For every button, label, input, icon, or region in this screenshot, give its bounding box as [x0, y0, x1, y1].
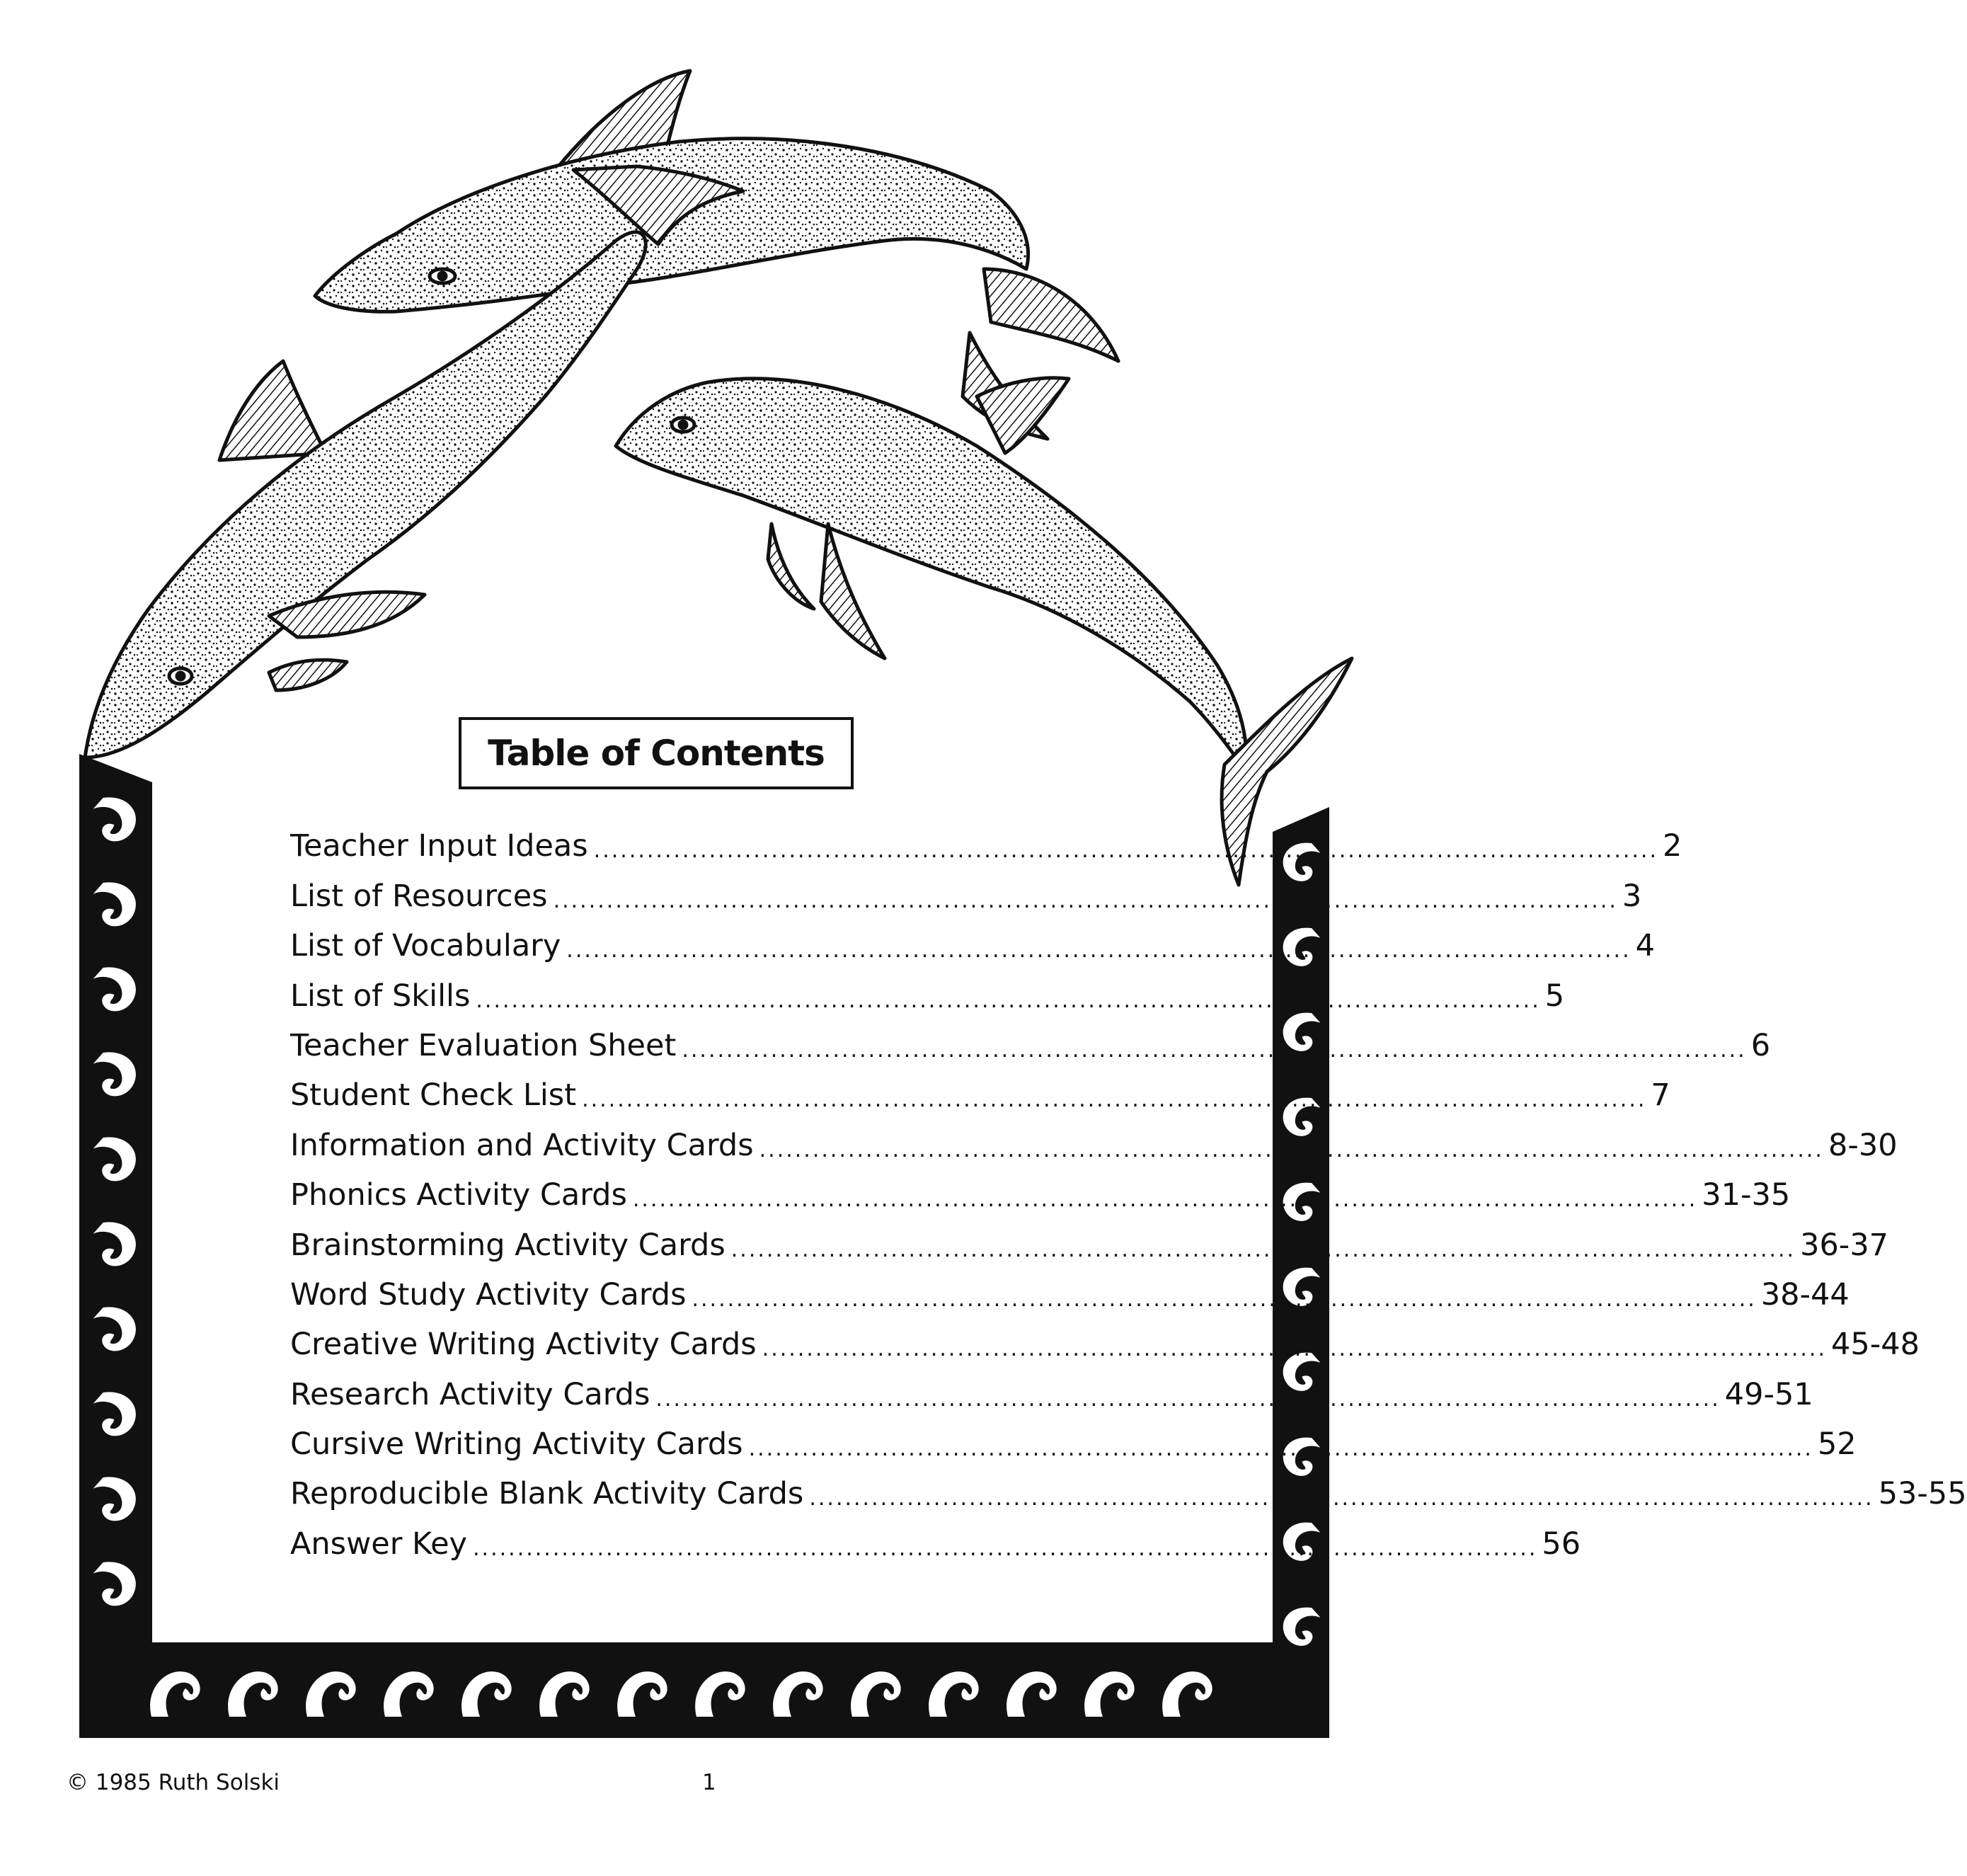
toc-list [290, 821, 1967, 1569]
toc-leader-dots: ........................................................................................................................ [476, 988, 1541, 1013]
toc-leader-dots: ........................................................................................................................ [632, 1187, 1698, 1213]
toc-entry-page: 52 [1817, 1426, 1857, 1463]
toc-entry[interactable] [290, 1120, 1898, 1169]
toc-leader-dots: ........................................................................................................................ [655, 1386, 1721, 1412]
toc-leader-dots: ........................................................................................................................ [682, 1037, 1747, 1063]
toc-entry[interactable] [290, 1320, 1920, 1369]
dolphin-right [616, 378, 1352, 885]
toc-entry-page: 38-44 [1760, 1276, 1850, 1312]
toc-leader-dots: ........................................................................................................................ [759, 1137, 1824, 1162]
page-number: 1 [702, 1770, 716, 1795]
toc-entry-label: Answer Key [290, 1526, 468, 1562]
toc-entry[interactable] [290, 821, 1682, 871]
toc-leader-dots: ........................................................................................................................ [692, 1286, 1757, 1312]
toc-entry-label: Research Activity Cards [290, 1376, 650, 1412]
toc-entry-page: 6 [1750, 1027, 1771, 1063]
toc-leader-dots: ........................................................................................................................ [809, 1486, 1874, 1511]
toc-entry[interactable] [290, 921, 1655, 971]
toc-leader-dots: ........................................................................................................................ [473, 1535, 1538, 1561]
toc-entry-label: List of Skills [290, 978, 471, 1014]
page-title: Table of Contents [488, 733, 825, 774]
toc-title-box [459, 717, 854, 789]
toc-entry-page: 3 [1622, 878, 1642, 914]
toc-leader-dots: ........................................................................................................................ [748, 1436, 1813, 1462]
toc-entry-label: Teacher Input Ideas [290, 828, 588, 864]
toc-entry[interactable] [290, 1518, 1581, 1568]
toc-leader-dots: ........................................................................................................................ [566, 938, 1631, 963]
toc-entry-page: 49-51 [1724, 1376, 1813, 1412]
copyright-notice: © 1985 Ruth Solski [67, 1770, 280, 1795]
toc-entry-page: 45-48 [1831, 1327, 1920, 1363]
toc-entry-page: 4 [1635, 928, 1655, 964]
toc-entry-page: 8-30 [1828, 1127, 1898, 1163]
toc-entry[interactable] [290, 1021, 1771, 1070]
toc-entry-label: Reproducible Blank Activity Cards [290, 1476, 804, 1512]
toc-entry-label: Student Check List [290, 1077, 577, 1114]
toc-entry-page: 53-55 [1878, 1476, 1967, 1512]
toc-entry[interactable] [290, 1419, 1857, 1469]
toc-entry-label: Cursive Writing Activity Cards [290, 1426, 743, 1463]
toc-leader-dots: ........................................................................................................................ [593, 838, 1659, 864]
toc-entry-label: List of Resources [290, 878, 548, 914]
toc-entry-page: 7 [1651, 1077, 1670, 1114]
toc-entry-page: 5 [1544, 978, 1565, 1014]
toc-entry-label: Creative Writing Activity Cards [290, 1327, 757, 1363]
toc-entry-label: Teacher Evaluation Sheet [290, 1027, 677, 1063]
toc-entry[interactable] [290, 1220, 1889, 1269]
toc-entry-label: Word Study Activity Cards [290, 1276, 687, 1312]
toc-entry-label: Information and Activity Cards [290, 1127, 754, 1163]
toc-leader-dots: ........................................................................................................................ [730, 1237, 1796, 1262]
toc-entry[interactable] [290, 971, 1565, 1020]
toc-entry-label: List of Vocabulary [290, 928, 561, 964]
toc-leader-dots: ........................................................................................................................ [762, 1337, 1827, 1362]
toc-entry[interactable] [290, 1070, 1670, 1120]
toc-leader-dots: ........................................................................................................................ [582, 1087, 1647, 1113]
toc-entry[interactable] [290, 1369, 1813, 1419]
toc-entry-label: Brainstorming Activity Cards [290, 1227, 726, 1263]
toc-leader-dots: ........................................................................................................................ [553, 888, 1618, 913]
toc-entry-label: Phonics Activity Cards [290, 1177, 627, 1213]
toc-entry-page: 31-35 [1702, 1177, 1791, 1213]
toc-entry[interactable] [290, 1270, 1850, 1320]
toc-entry-page: 56 [1542, 1526, 1581, 1562]
toc-entry-page: 36-37 [1800, 1227, 1889, 1263]
toc-entry[interactable] [290, 1170, 1791, 1220]
toc-entry[interactable] [290, 871, 1642, 920]
toc-entry[interactable] [290, 1469, 1967, 1518]
toc-entry-page: 2 [1663, 828, 1682, 864]
